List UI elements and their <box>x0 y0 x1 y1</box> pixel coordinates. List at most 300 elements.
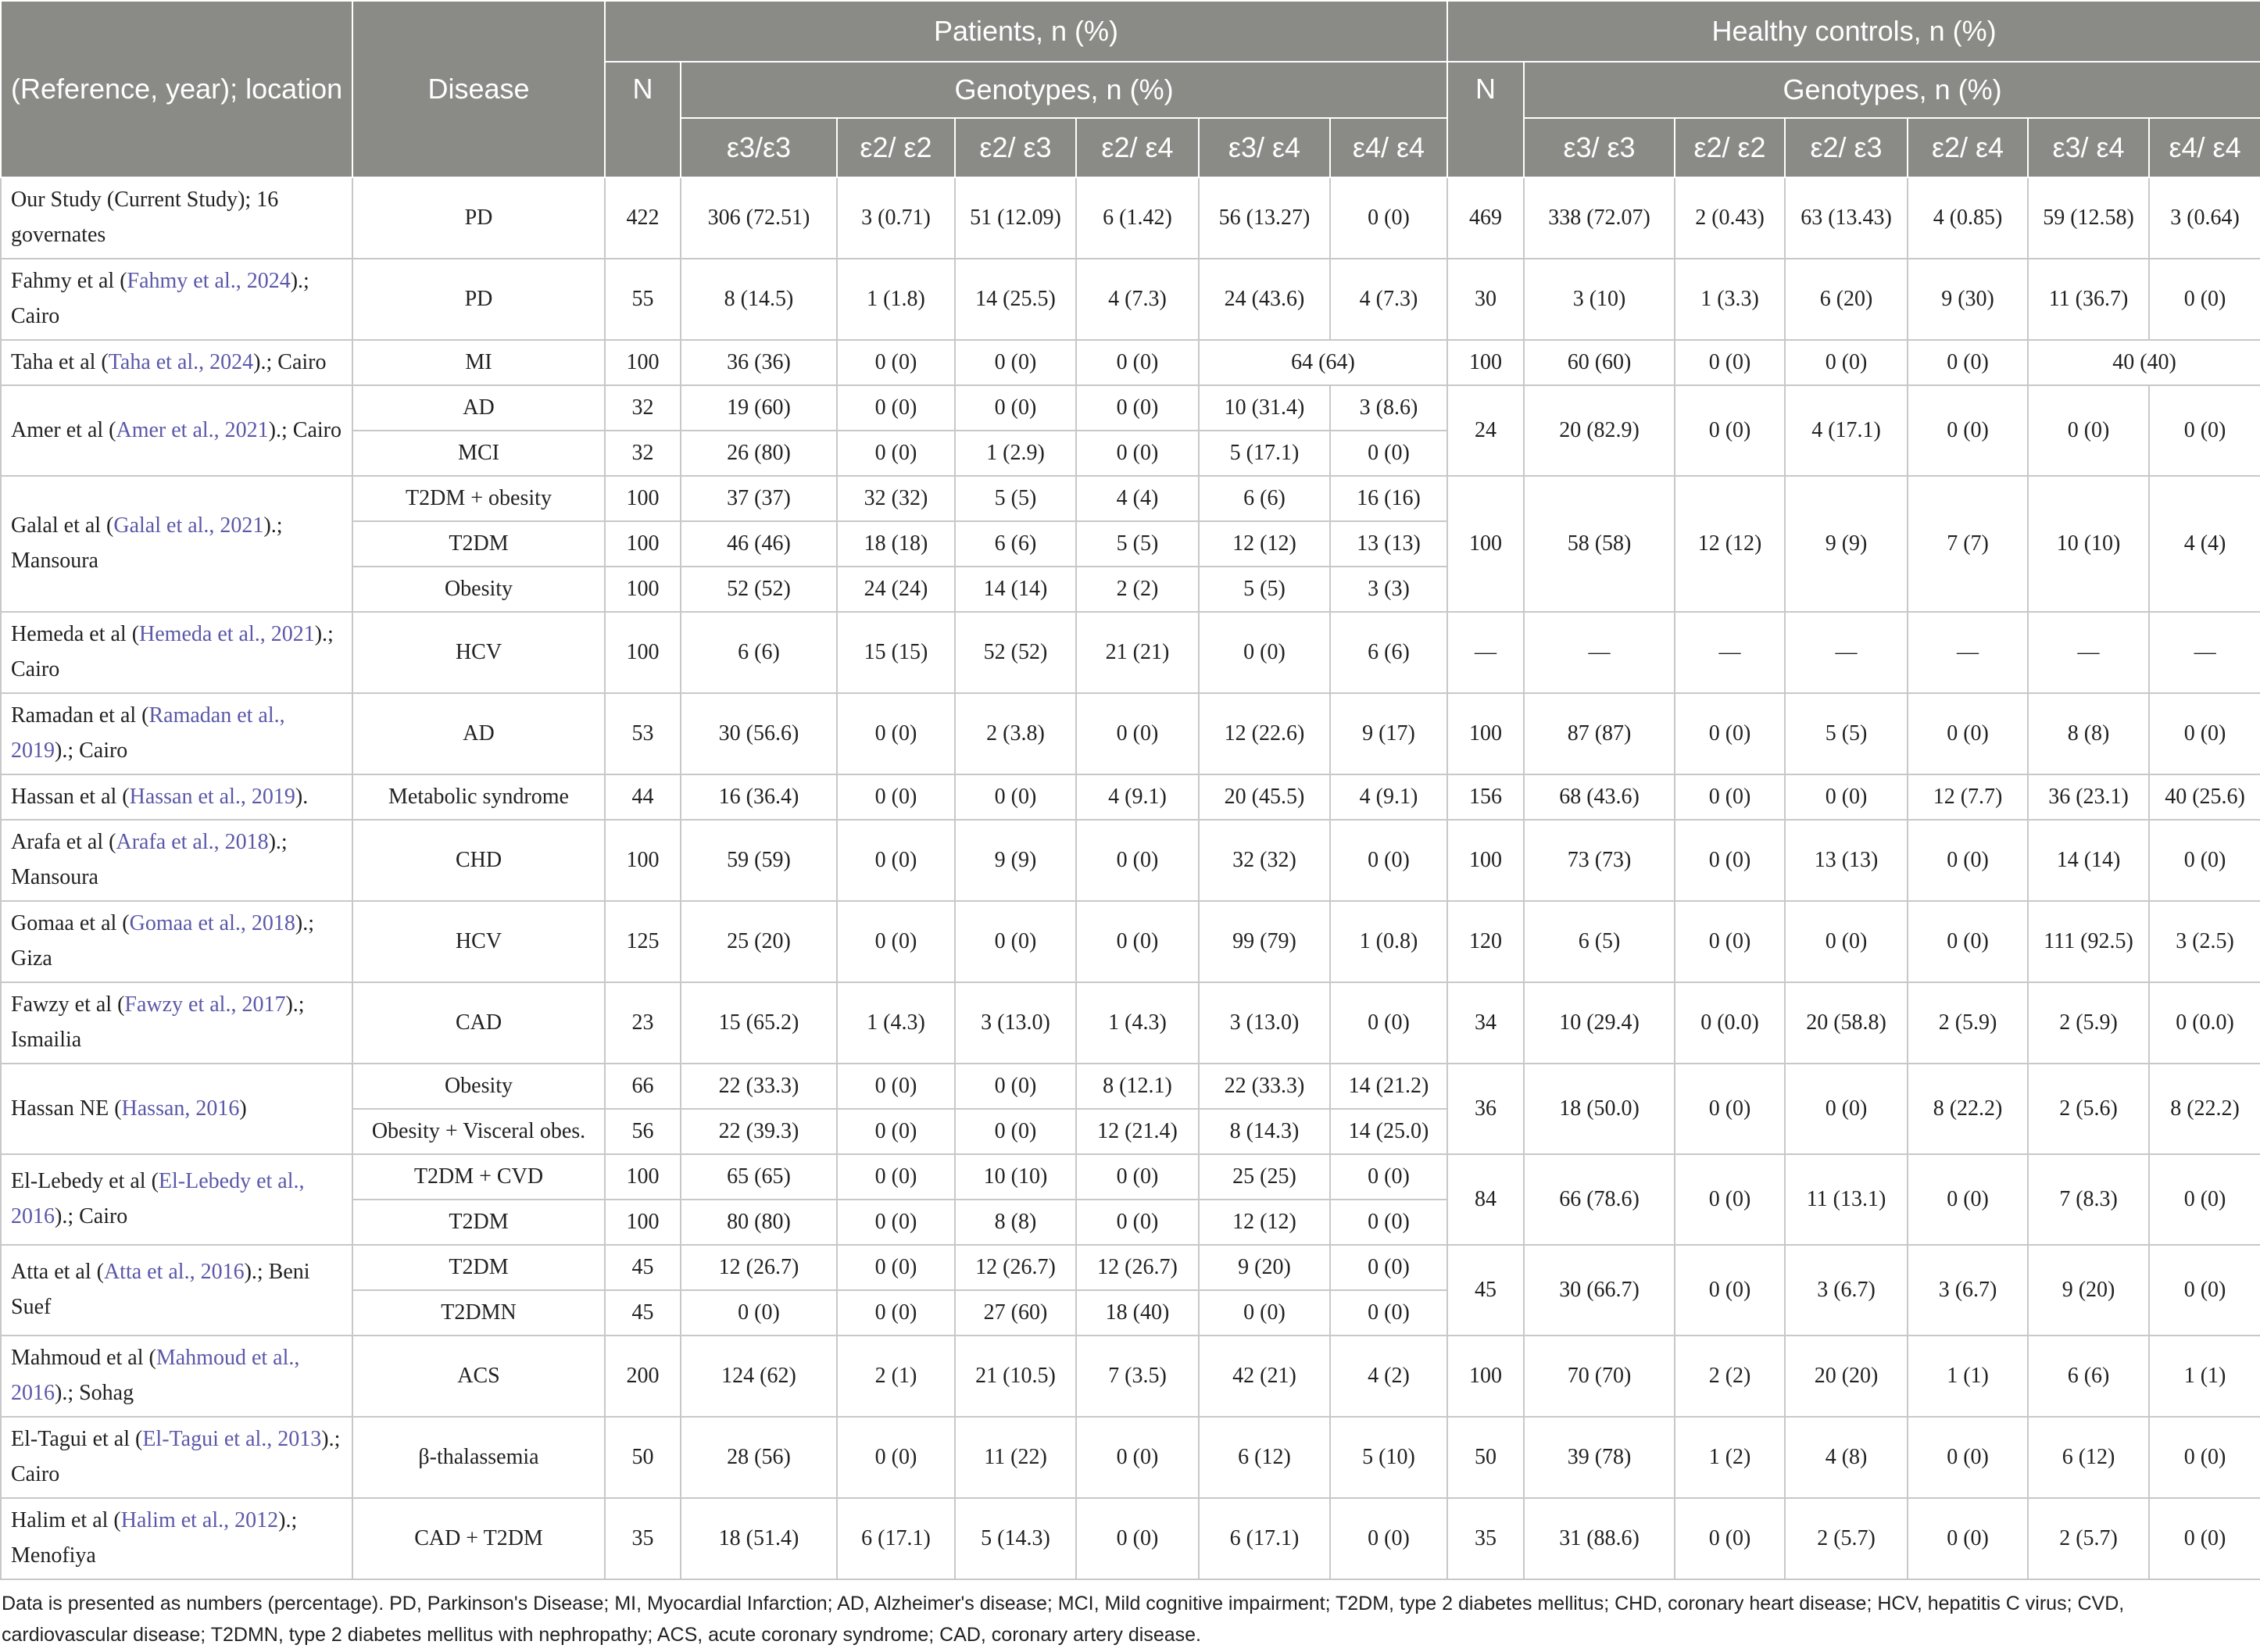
citation-link[interactable]: Hassan et al., 2019 <box>129 784 295 809</box>
patients-genotype-cell: 12 (22.6) <box>1199 693 1330 774</box>
patients-n-header: N <box>605 62 681 177</box>
patients-n-cell: 125 <box>605 901 681 982</box>
patients-genotype-cell: 0 (0) <box>1076 1417 1199 1498</box>
controls-genotype-cell: 0 (0) <box>1675 340 1785 385</box>
patients-genotype-cell: 4 (7.3) <box>1076 259 1199 340</box>
patients-genotype-cell: 4 (7.3) <box>1330 259 1447 340</box>
patients-genotype-cell: 0 (0) <box>837 1417 955 1498</box>
patients-n-cell: 100 <box>605 612 681 693</box>
controls-genotype-cell: 0 (0) <box>1785 1064 1908 1154</box>
table-row <box>1 693 2260 774</box>
controls-n-cell: 36 <box>1447 1064 1524 1154</box>
controls-genotype-cell: 3 (10) <box>1524 259 1675 340</box>
patients-n-cell: 32 <box>605 431 681 476</box>
reference-text: El-Tagui et al ( <box>11 1427 143 1452</box>
reference-cell <box>1 385 352 476</box>
controls-genotype-cell: 0 (0.0) <box>2149 982 2260 1064</box>
table-row <box>1 1498 2260 1579</box>
controls-n-cell: 35 <box>1447 1498 1524 1579</box>
patients-genotype-cell: 14 (25.5) <box>955 259 1076 340</box>
patients-n-cell: 200 <box>605 1336 681 1417</box>
patients-genotype-cell: 0 (0) <box>837 693 955 774</box>
controls-genotype-cell: 7 (7) <box>1908 476 2028 612</box>
patients-genotype-cell: 0 (0) <box>837 774 955 820</box>
controls-genotypes-header: Genotypes, n (%) <box>1524 62 2260 118</box>
location-text: ).; Cairo <box>55 1204 128 1228</box>
patients-genotype-cell: 22 (33.3) <box>681 1064 837 1109</box>
patients-n-cell: 53 <box>605 693 681 774</box>
disease-cell: T2DM + CVD <box>352 1154 605 1200</box>
patients-genotype-cell: 0 (0) <box>1330 1154 1447 1200</box>
patients-genotype-cell: 24 (43.6) <box>1199 259 1330 340</box>
controls-genotype-cell: 0 (0) <box>1785 340 1908 385</box>
reference-cell <box>1 1064 352 1154</box>
citation-link[interactable]: El-Lebedy et al., 2016 <box>11 1169 305 1228</box>
patients-genotype-cell: 0 (0) <box>955 901 1076 982</box>
patients-genotype-header: ε2/ ε4 <box>1076 118 1199 177</box>
patients-genotype-cell: 3 (13.0) <box>1199 982 1330 1064</box>
controls-genotype-cell: 0 (0) <box>1908 820 2028 901</box>
table-row <box>1 476 2260 521</box>
controls-genotype-cell: 10 (29.4) <box>1524 982 1675 1064</box>
patients-n-cell: 100 <box>605 1154 681 1200</box>
patients-genotype-cell: 6 (6) <box>1330 612 1447 693</box>
patients-genotype-cell: 0 (0) <box>1330 177 1447 259</box>
controls-genotype-cell: 66 (78.6) <box>1524 1154 1675 1245</box>
controls-n-cell: 100 <box>1447 693 1524 774</box>
controls-n-cell: 100 <box>1447 820 1524 901</box>
patients-genotype-cell: 19 (60) <box>681 385 837 431</box>
patients-genotype-cell: 12 (26.7) <box>1076 1245 1199 1290</box>
controls-genotype-cell: 3 (6.7) <box>1785 1245 1908 1336</box>
controls-n-cell: 100 <box>1447 340 1524 385</box>
patients-genotype-cell: 51 (12.09) <box>955 177 1076 259</box>
reference-cell <box>1 820 352 901</box>
disease-cell: MCI <box>352 431 605 476</box>
patients-genotype-cell: 12 (26.7) <box>681 1245 837 1290</box>
controls-genotype-cell: 6 (6) <box>2028 1336 2149 1417</box>
patients-genotype-cell: 12 (12) <box>1199 1200 1330 1245</box>
patients-n-cell: 23 <box>605 982 681 1064</box>
reference-cell <box>1 982 352 1064</box>
table-row <box>1 1417 2260 1498</box>
table-row <box>1 901 2260 982</box>
patients-n-cell: 56 <box>605 1109 681 1154</box>
citation-link[interactable]: Mahmoud et al., 2016 <box>11 1346 300 1405</box>
reference-column-header: (Reference, year); location <box>1 1 352 177</box>
controls-genotype-cell: 338 (72.07) <box>1524 177 1675 259</box>
reference-cell <box>1 901 352 982</box>
patients-genotype-cell: 5 (14.3) <box>955 1498 1076 1579</box>
citation-link[interactable]: Amer et al., 2021 <box>116 417 269 442</box>
patients-genotype-cell: 6 (6) <box>955 521 1076 567</box>
patients-n-cell: 100 <box>605 521 681 567</box>
controls-n-cell: 120 <box>1447 901 1524 982</box>
patients-genotype-cell: 0 (0) <box>955 385 1076 431</box>
controls-genotype-cell: — <box>2149 612 2260 693</box>
controls-genotype-cell: 0 (0) <box>1908 1154 2028 1245</box>
disease-column-header: Disease <box>352 1 605 177</box>
patients-genotype-cell: 1 (0.8) <box>1330 901 1447 982</box>
controls-genotype-cell: 70 (70) <box>1524 1336 1675 1417</box>
reference-text: Taha et al ( <box>11 349 109 374</box>
controls-genotype-cell: 0 (0) <box>2149 385 2260 476</box>
reference-text: Ramadan et al ( <box>11 703 149 728</box>
citation-link[interactable]: Arafa et al., 2018 <box>116 830 269 855</box>
controls-genotype-cell: — <box>1675 612 1785 693</box>
patients-genotype-cell: 16 (36.4) <box>681 774 837 820</box>
controls-genotype-cell: 6 (5) <box>1524 901 1675 982</box>
patients-genotype-cell: 7 (3.5) <box>1076 1336 1199 1417</box>
citation-link[interactable]: Hassan, 2016 <box>121 1096 240 1121</box>
reference-text: Atta et al ( <box>11 1260 104 1285</box>
location-text: ). <box>295 784 309 809</box>
controls-genotype-cell: 20 (82.9) <box>1524 385 1675 476</box>
controls-genotype-cell: — <box>2028 612 2149 693</box>
controls-n-cell: 34 <box>1447 982 1524 1064</box>
controls-genotype-cell: 68 (43.6) <box>1524 774 1675 820</box>
controls-genotype-header: ε2/ ε3 <box>1785 118 1908 177</box>
citation-link[interactable]: Ramadan et al., 2019 <box>11 703 285 763</box>
patients-genotype-cell: 36 (36) <box>681 340 837 385</box>
table-row <box>1 1154 2260 1200</box>
patients-genotypes-header: Genotypes, n (%) <box>681 62 1447 118</box>
patients-genotype-cell: 21 (10.5) <box>955 1336 1076 1417</box>
patients-genotype-cell: 0 (0) <box>837 1200 955 1245</box>
patients-genotype-cell: 0 (0) <box>1199 612 1330 693</box>
controls-genotype-cell: 1 (1) <box>1908 1336 2028 1417</box>
patients-genotype-cell: 0 (0) <box>1076 385 1199 431</box>
patients-genotype-cell: 30 (56.6) <box>681 693 837 774</box>
reference-text: Galal et al ( <box>11 513 114 538</box>
patients-genotype-cell: 0 (0) <box>837 1064 955 1109</box>
patients-genotype-cell: 0 (0) <box>1330 1200 1447 1245</box>
reference-cell <box>1 177 352 259</box>
patients-genotype-cell: 6 (6) <box>1199 476 1330 521</box>
patients-genotype-cell: 4 (9.1) <box>1076 774 1199 820</box>
reference-text: Hassan et al ( <box>11 784 130 809</box>
disease-cell: AD <box>352 385 605 431</box>
patients-genotype-cell: 1 (4.3) <box>1076 982 1199 1064</box>
citation-link[interactable]: Hemeda et al., 2021 <box>139 622 315 647</box>
reference-text: Arafa et al ( <box>11 830 116 855</box>
controls-genotype-cell: 10 (10) <box>2028 476 2149 612</box>
patients-group-header: Patients, n (%) <box>605 1 1447 62</box>
reference-cell <box>1 259 352 340</box>
patients-genotype-merged-cell: 64 (64) <box>1199 340 1447 385</box>
controls-genotype-cell: 7 (8.3) <box>2028 1154 2149 1245</box>
patients-genotype-cell: 6 (1.42) <box>1076 177 1199 259</box>
table-row <box>1 259 2260 340</box>
controls-genotype-cell: 0 (0) <box>2149 1417 2260 1498</box>
disease-cell: T2DM <box>352 1200 605 1245</box>
controls-genotype-cell: 36 (23.1) <box>2028 774 2149 820</box>
controls-genotype-cell: 73 (73) <box>1524 820 1675 901</box>
disease-cell: Obesity <box>352 1064 605 1109</box>
controls-genotype-cell: 11 (36.7) <box>2028 259 2149 340</box>
patients-genotype-cell: 18 (40) <box>1076 1290 1199 1336</box>
location-text: ).; Cairo <box>11 1427 341 1486</box>
reference-text: El-Lebedy et al ( <box>11 1169 159 1194</box>
patients-genotype-cell: 46 (46) <box>681 521 837 567</box>
controls-genotype-header: ε2/ ε4 <box>1908 118 2028 177</box>
patients-genotype-cell: 2 (3.8) <box>955 693 1076 774</box>
patients-genotype-header: ε2/ ε3 <box>955 118 1076 177</box>
patients-genotype-cell: 6 (12) <box>1199 1417 1330 1498</box>
patients-genotype-cell: 0 (0) <box>1076 901 1199 982</box>
disease-cell: Metabolic syndrome <box>352 774 605 820</box>
patients-genotype-cell: 124 (62) <box>681 1336 837 1417</box>
patients-genotype-cell: 0 (0) <box>1330 1290 1447 1336</box>
controls-genotype-cell: 0 (0) <box>1675 1064 1785 1154</box>
controls-genotype-cell: 31 (88.6) <box>1524 1498 1675 1579</box>
patients-genotype-cell: 2 (2) <box>1076 567 1199 612</box>
patients-n-cell: 100 <box>605 340 681 385</box>
location-text: ).; Beni Suef <box>11 1260 310 1319</box>
patients-genotype-cell: 0 (0) <box>1330 820 1447 901</box>
controls-genotype-cell: 0 (0) <box>2149 1245 2260 1336</box>
table-row <box>1 1336 2260 1417</box>
patients-genotype-cell: 10 (10) <box>955 1154 1076 1200</box>
patients-genotype-cell: 0 (0) <box>1076 1498 1199 1579</box>
reference-cell <box>1 693 352 774</box>
disease-cell: T2DM <box>352 521 605 567</box>
patients-genotype-cell: 0 (0) <box>837 901 955 982</box>
controls-genotype-cell: 12 (7.7) <box>1908 774 2028 820</box>
reference-text: Fawzy et al ( <box>11 992 125 1017</box>
patients-genotype-cell: 0 (0) <box>1076 820 1199 901</box>
controls-n-cell: 24 <box>1447 385 1524 476</box>
controls-genotype-cell: 0 (0) <box>1675 1498 1785 1579</box>
patients-genotype-cell: 0 (0) <box>1330 982 1447 1064</box>
patients-n-cell: 422 <box>605 177 681 259</box>
patients-genotype-cell: 0 (0) <box>1199 1290 1330 1336</box>
patients-genotype-cell: 15 (65.2) <box>681 982 837 1064</box>
patients-genotype-cell: 0 (0) <box>1076 340 1199 385</box>
patients-genotype-cell: 21 (21) <box>1076 612 1199 693</box>
location-text: ).; Cairo <box>11 269 309 328</box>
patients-genotype-cell: 3 (3) <box>1330 567 1447 612</box>
disease-cell: CHD <box>352 820 605 901</box>
reference-cell <box>1 612 352 693</box>
disease-cell: T2DM <box>352 1245 605 1290</box>
patients-genotype-cell: 0 (0) <box>837 340 955 385</box>
table-header <box>1 1 2260 177</box>
location-text: ).; Mansoura <box>11 830 288 889</box>
patients-genotype-cell: 9 (20) <box>1199 1245 1330 1290</box>
controls-genotype-cell: 20 (58.8) <box>1785 982 1908 1064</box>
table-row <box>1 1064 2260 1109</box>
controls-genotype-cell: 3 (2.5) <box>2149 901 2260 982</box>
patients-genotype-cell: 12 (21.4) <box>1076 1109 1199 1154</box>
controls-genotype-cell: 0 (0) <box>2149 820 2260 901</box>
location-text: ).; Cairo <box>253 349 327 374</box>
disease-cell: AD <box>352 693 605 774</box>
patients-genotype-cell: 42 (21) <box>1199 1336 1330 1417</box>
citation-link[interactable]: Taha et al., 2024 <box>108 349 254 374</box>
reference-cell <box>1 774 352 820</box>
controls-genotype-cell: — <box>1785 612 1908 693</box>
disease-cell: CAD + T2DM <box>352 1498 605 1579</box>
patients-genotype-cell: 0 (0) <box>955 1064 1076 1109</box>
disease-cell: HCV <box>352 901 605 982</box>
patients-genotype-cell: 4 (9.1) <box>1330 774 1447 820</box>
controls-genotype-cell: 0 (0) <box>1785 901 1908 982</box>
patients-genotype-cell: 14 (25.0) <box>1330 1109 1447 1154</box>
reference-text: Halim et al ( <box>11 1508 121 1533</box>
controls-genotype-cell: 20 (20) <box>1785 1336 1908 1417</box>
patients-genotype-cell: 80 (80) <box>681 1200 837 1245</box>
controls-genotype-cell: 0 (0) <box>1908 340 2028 385</box>
controls-genotype-cell: 0 (0) <box>1785 774 1908 820</box>
citation-link[interactable]: Atta et al., 2016 <box>103 1260 245 1285</box>
citation-link[interactable]: Fahmy et al., 2024 <box>127 269 291 294</box>
reference-text: Fahmy et al ( <box>11 269 127 294</box>
patients-genotype-cell: 8 (12.1) <box>1076 1064 1199 1109</box>
patients-genotype-cell: 0 (0) <box>837 385 955 431</box>
table-row <box>1 982 2260 1064</box>
table-row <box>1 774 2260 820</box>
patients-genotype-cell: 0 (0) <box>1330 1498 1447 1579</box>
controls-genotype-cell: 0 (0) <box>1908 901 2028 982</box>
controls-genotype-cell: 18 (50.0) <box>1524 1064 1675 1154</box>
controls-genotype-cell: 111 (92.5) <box>2028 901 2149 982</box>
patients-genotype-cell: 0 (0) <box>837 1290 955 1336</box>
patients-genotype-cell: 0 (0) <box>955 1109 1076 1154</box>
patients-genotype-cell: 0 (0) <box>837 1245 955 1290</box>
controls-genotype-cell: 9 (30) <box>1908 259 2028 340</box>
controls-genotype-cell: 4 (4) <box>2149 476 2260 612</box>
location-text: ).; Giza <box>11 911 314 971</box>
patients-genotype-cell: 5 (5) <box>955 476 1076 521</box>
controls-genotype-cell: — <box>1908 612 2028 693</box>
patients-genotype-cell: 6 (17.1) <box>1199 1498 1330 1579</box>
patients-genotype-cell: 306 (72.51) <box>681 177 837 259</box>
reference-cell <box>1 1498 352 1579</box>
patients-genotype-cell: 59 (59) <box>681 820 837 901</box>
disease-cell: T2DMN <box>352 1290 605 1336</box>
patients-genotype-cell: 3 (8.6) <box>1330 385 1447 431</box>
controls-genotype-cell: 14 (14) <box>2028 820 2149 901</box>
table-row <box>1 340 2260 385</box>
disease-cell: MI <box>352 340 605 385</box>
patients-genotype-cell: 4 (2) <box>1330 1336 1447 1417</box>
controls-genotype-header: ε3/ ε3 <box>1524 118 1675 177</box>
controls-genotype-cell: 60 (60) <box>1524 340 1675 385</box>
patients-genotype-cell: 52 (52) <box>681 567 837 612</box>
controls-genotype-cell: 0 (0) <box>1675 1245 1785 1336</box>
patients-genotype-cell: 56 (13.27) <box>1199 177 1330 259</box>
patients-genotype-header: ε3/ε3 <box>681 118 837 177</box>
reference-text: Mahmoud et al ( <box>11 1346 156 1371</box>
table-row <box>1 177 2260 259</box>
patients-genotype-cell: 32 (32) <box>837 476 955 521</box>
patients-genotype-cell: 18 (51.4) <box>681 1498 837 1579</box>
controls-genotype-cell: 1 (3.3) <box>1675 259 1785 340</box>
patients-genotype-cell: 12 (12) <box>1199 521 1330 567</box>
patients-genotype-cell: 27 (60) <box>955 1290 1076 1336</box>
disease-cell: PD <box>352 177 605 259</box>
patients-genotype-cell: 37 (37) <box>681 476 837 521</box>
controls-n-cell: 156 <box>1447 774 1524 820</box>
patients-genotype-cell: 6 (6) <box>681 612 837 693</box>
location-text: ).; Cairo <box>55 738 128 763</box>
controls-group-header: Healthy controls, n (%) <box>1447 1 2260 62</box>
controls-genotype-cell: — <box>1524 612 1675 693</box>
controls-genotype-cell: 2 (0.43) <box>1675 177 1785 259</box>
controls-genotype-cell: 3 (6.7) <box>1908 1245 2028 1336</box>
controls-genotype-cell: 2 (5.6) <box>2028 1064 2149 1154</box>
location-text: ) <box>239 1096 247 1121</box>
controls-genotype-cell: 0 (0) <box>1675 385 1785 476</box>
patients-genotype-cell: 25 (25) <box>1199 1154 1330 1200</box>
citation-link[interactable]: Gomaa et al., 2018 <box>129 911 295 936</box>
disease-cell: CAD <box>352 982 605 1064</box>
table-row <box>1 1245 2260 1290</box>
patients-genotype-header: ε2/ ε2 <box>837 118 955 177</box>
controls-genotype-cell: 4 (8) <box>1785 1417 1908 1498</box>
patients-n-cell: 45 <box>605 1245 681 1290</box>
controls-genotype-cell: 0 (0) <box>2149 1498 2260 1579</box>
controls-genotype-cell: 58 (58) <box>1524 476 1675 612</box>
patients-genotype-cell: 3 (13.0) <box>955 982 1076 1064</box>
controls-genotype-header: ε4/ ε4 <box>2149 118 2260 177</box>
controls-genotype-cell: 5 (5) <box>1785 693 1908 774</box>
citation-link[interactable]: El-Tagui et al., 2013 <box>142 1427 322 1452</box>
patients-genotype-cell: 8 (14.3) <box>1199 1109 1330 1154</box>
location-text: ).; Sohag <box>55 1381 134 1405</box>
patients-n-cell: 50 <box>605 1417 681 1498</box>
controls-genotype-cell: 63 (13.43) <box>1785 177 1908 259</box>
reference-cell <box>1 1245 352 1336</box>
patients-genotype-cell: 1 (4.3) <box>837 982 955 1064</box>
location-text: ).; Cairo <box>11 622 334 681</box>
controls-genotype-header: ε2/ ε2 <box>1675 118 1785 177</box>
controls-genotype-cell: 0 (0) <box>1675 774 1785 820</box>
reference-cell <box>1 1154 352 1245</box>
table-row <box>1 820 2260 901</box>
patients-genotype-cell: 0 (0) <box>1076 1200 1199 1245</box>
controls-genotype-cell: 1 (2) <box>1675 1417 1785 1498</box>
patients-n-cell: 44 <box>605 774 681 820</box>
controls-genotype-merged-cell: 40 (40) <box>2028 340 2260 385</box>
controls-genotype-cell: 11 (13.1) <box>1785 1154 1908 1245</box>
controls-n-cell: 100 <box>1447 476 1524 612</box>
controls-genotype-cell: 2 (2) <box>1675 1336 1785 1417</box>
controls-n-cell: 30 <box>1447 259 1524 340</box>
patients-genotype-cell: 26 (80) <box>681 431 837 476</box>
controls-genotype-cell: 0 (0) <box>1908 1417 2028 1498</box>
controls-genotype-cell: 12 (12) <box>1675 476 1785 612</box>
patients-genotype-cell: 14 (14) <box>955 567 1076 612</box>
citation-link[interactable]: Halim et al., 2012 <box>120 1508 279 1533</box>
controls-genotype-cell: 0 (0) <box>1908 385 2028 476</box>
location-text: ).; Mansoura <box>11 513 283 573</box>
controls-genotype-cell: 4 (0.85) <box>1908 177 2028 259</box>
table-row <box>1 612 2260 693</box>
controls-n-cell: 50 <box>1447 1417 1524 1498</box>
citation-link[interactable]: Galal et al., 2021 <box>113 513 264 538</box>
disease-cell: Obesity <box>352 567 605 612</box>
citation-link[interactable]: Fawzy et al., 2017 <box>124 992 286 1017</box>
controls-genotype-cell: 4 (17.1) <box>1785 385 1908 476</box>
controls-genotype-cell: 2 (5.7) <box>1785 1498 1908 1579</box>
controls-genotype-cell: 0 (0) <box>2149 1154 2260 1245</box>
controls-n-cell: — <box>1447 612 1524 693</box>
patients-n-cell: 100 <box>605 1200 681 1245</box>
controls-genotype-cell: 0 (0) <box>1675 693 1785 774</box>
controls-genotype-cell: 30 (66.7) <box>1524 1245 1675 1336</box>
